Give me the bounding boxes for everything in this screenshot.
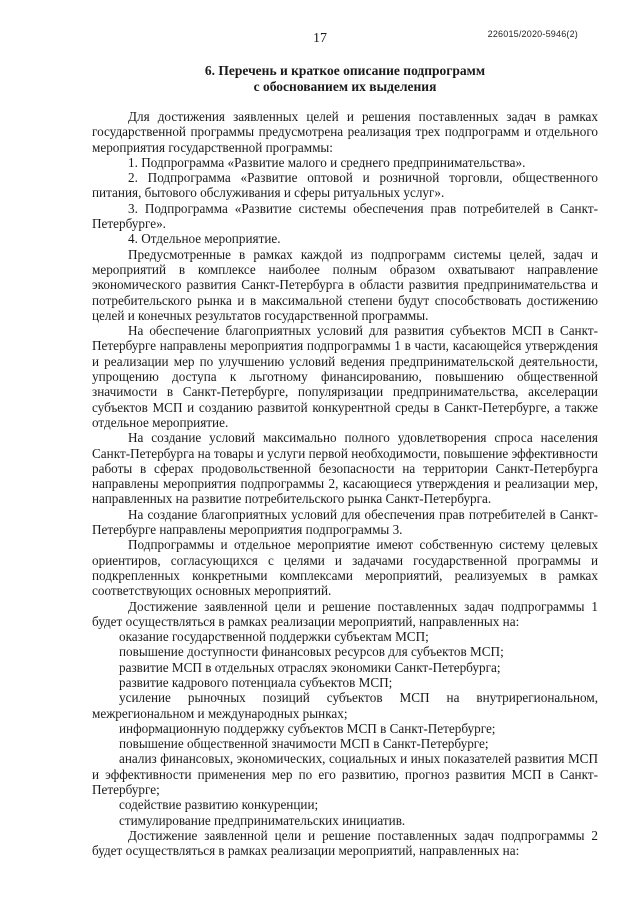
document-number: 226015/2020-5946(2) (487, 29, 578, 39)
paragraph: 3. Подпрограмма «Развитие системы обеспечения прав потребителей в Санкт-Петербурге». (92, 200, 598, 232)
list-item: информационную поддержку субъектов МСП в Санкт-Петербурге; (119, 720, 496, 736)
paragraph: Для достижения заявленных целей и решения поставленных задач в рамках государственной программы предусмотрена реализация трех подпрограмм и отдельного мероприятия государственной программы: (92, 109, 598, 155)
list-item: усиление рыночных позиций субъектов МСП на внутрирегиональном, межрегиональном и международных рынках; (92, 690, 598, 721)
paragraph: На создание благоприятных условий для обеспечения прав потребителей в Санкт-Петербурге направлены мероприятия подпрограммы 3. (92, 506, 598, 538)
section-heading (92, 63, 598, 94)
paragraph: На создание условий максимально полного удовлетворения спроса населения Санкт-Петербурга на товары и услуги первой необходимости, повышение эффективности работы в сферах продовольственной безопасности на территории Санкт-Петербурга направлены мероприятия подпрограммы 2, касающиеся утверждения и реализации мер, направленных на развитие потребительского рынка Санкт-Петербурга. (92, 430, 598, 507)
paragraph: 2. Подпрограмма «Развитие оптовой и розничной торговли, общественного питания, бытового обслуживания и сферы ритуальных услуг». (92, 170, 598, 201)
paragraph: Подпрограммы и отдельное мероприятие имеют собственную систему целевых ориентиров, согласующихся с целями и задачами государственной программы и подкрепленных конкретными комплексами мероприятий, реализуемых в рамках соответствующих основных мероприятий. (92, 537, 598, 599)
list-item: повышение общественной значимости МСП в Санкт-Петербурге; (119, 736, 489, 752)
list-item: оказание государственной поддержки субъектам МСП; (119, 629, 429, 645)
closing-paragraph: Достижение заявленной цели и решение поставленных задач подпрограммы 2 будет осуществляться в рамках реализации мероприятий, направленных на: (92, 827, 598, 859)
section-heading-line-2: с обоснованием их выделения (253, 78, 437, 94)
list-item: содействие развитию конкуренции; (119, 797, 319, 813)
list-item: анализ финансовых, экономических, социальных и иных показателей развития МСП и эффективности применения мер по его развитию, прогноз развития МСП в Санкт-Петербурге; (92, 751, 598, 798)
list-item: стимулирование предпринимательских инициатив. (119, 812, 406, 828)
list-item: повышение доступности финансовых ресурсов для субъектов МСП; (119, 644, 504, 660)
page-number: 17 (313, 31, 327, 46)
paragraph: 1. Подпрограмма «Развитие малого и среднего предпринимательства». (128, 154, 526, 170)
list-item: развитие МСП в отдельных отраслях экономики Санкт-Петербурга; (119, 659, 501, 675)
document-body (92, 109, 598, 859)
paragraph: Достижение заявленной цели и решение поставленных задач подпрограммы 1 будет осуществляться в рамках реализации мероприятий, направленных на: (92, 598, 598, 629)
paragraph: Предусмотренные в рамках каждой из подпрограмм системы целей, задач и мероприятий в комплексе наиболее полным образом охватывают направление экономического развития Санкт-Петербурга в области развития предпринимательства и потребительского рынка и в максимальной степени будут способствовать достижению целей и конечных результатов государственной программы. (92, 246, 598, 323)
list-item: развитие кадрового потенциала субъектов МСП; (119, 674, 393, 690)
paragraph: На обеспечение благоприятных условий для развития субъектов МСП в Санкт-Петербурге направлены мероприятия подпрограммы 1 в части, касающейся утверждения и реализации мер по улучшению условий ведения предпринимательской деятельности, упрощению доступа к льготному финансированию, повышению общественной значимости в Санкт-Петербурге, популяризации предпринимательства, акселерации субъектов МСП и созданию развитой конкурентной среды в Санкт-Петербурге, а также отдельное мероприятие. (92, 323, 598, 430)
paragraph: 4. Отдельное мероприятие. (128, 231, 281, 247)
section-heading-line-1: 6. Перечень и краткое описание подпрограмм (204, 63, 486, 78)
